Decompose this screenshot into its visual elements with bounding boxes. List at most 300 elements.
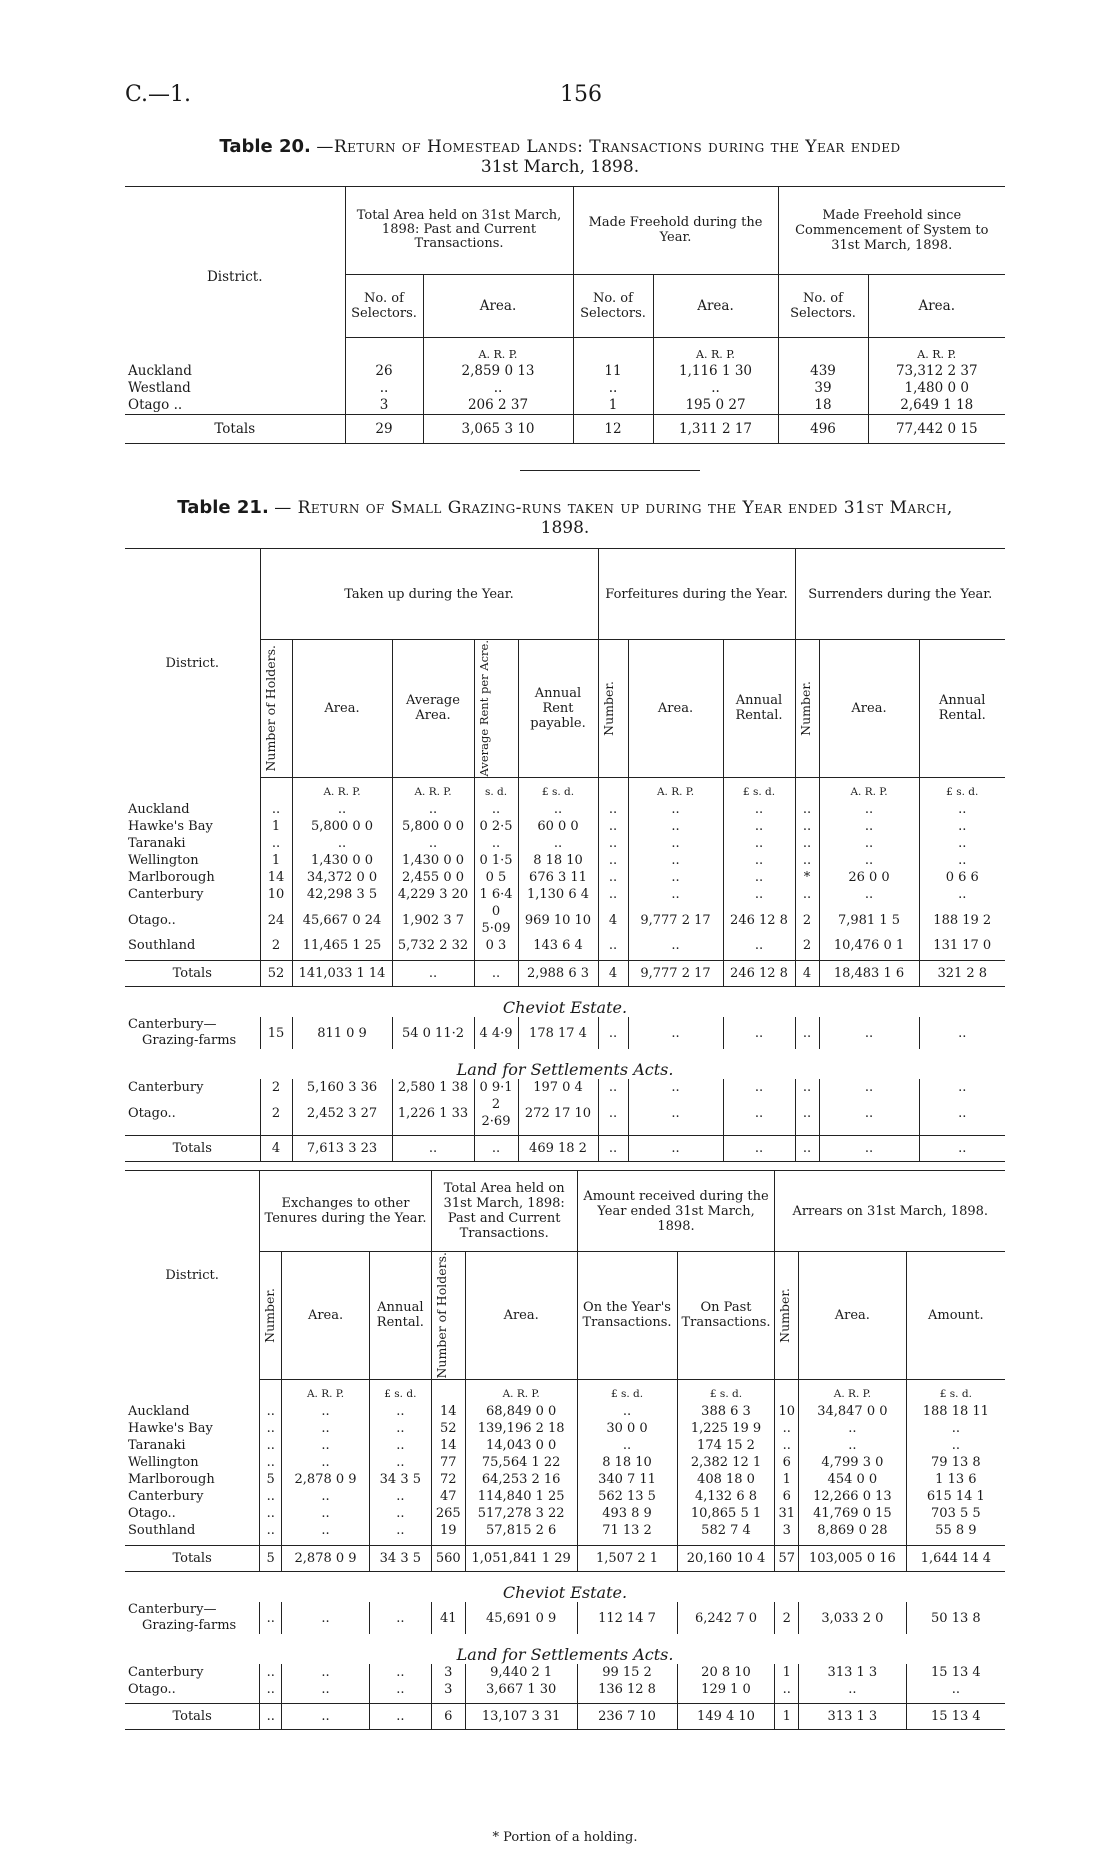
value-cell: 114,840 1 25 bbox=[465, 1488, 577, 1505]
t21b-units: A. R. P. bbox=[799, 1379, 907, 1403]
t20-cell: 2,859 0 13 bbox=[423, 363, 573, 380]
value-cell: .. bbox=[958, 853, 967, 868]
value-cell: 3 bbox=[431, 1681, 465, 1698]
value-cell: 10,476 0 1 bbox=[819, 937, 919, 954]
value-cell: 2,382 12 1 bbox=[677, 1454, 775, 1471]
t20-head-freehold-since: Made Freehold since Commencement of System to 31st March, 1898. bbox=[778, 187, 1005, 275]
value-cell: 2 bbox=[775, 1602, 799, 1634]
value-cell: 5,800 0 0 bbox=[392, 818, 474, 835]
value-cell: 388 6 3 bbox=[677, 1403, 775, 1420]
cheviot-row bbox=[125, 1602, 1005, 1634]
t21b-units: A. R. P. bbox=[465, 1379, 577, 1403]
value-cell: 2 bbox=[795, 937, 819, 954]
value-cell: .. bbox=[628, 852, 723, 869]
value-cell: .. bbox=[819, 835, 919, 852]
value-cell: .. bbox=[958, 887, 967, 902]
district-cell: Otago.. bbox=[125, 1505, 260, 1522]
value-cell: 2,878 0 9 bbox=[282, 1471, 370, 1488]
value-cell: .. bbox=[474, 801, 518, 818]
t21b-head-district: District. bbox=[125, 1171, 260, 1380]
value-cell: .. bbox=[392, 961, 474, 987]
value-cell: 5 bbox=[260, 1471, 282, 1488]
value-cell: 24 bbox=[260, 903, 292, 937]
value-cell: 9,777 2 17 bbox=[628, 961, 723, 987]
value-cell: 112 14 7 bbox=[577, 1602, 677, 1634]
table-row bbox=[125, 1505, 1005, 1522]
value-cell: 5 bbox=[260, 1546, 282, 1572]
value-cell: .. bbox=[518, 835, 598, 852]
value-cell: 77 bbox=[431, 1454, 465, 1471]
value-cell: 143 6 4 bbox=[518, 937, 598, 954]
value-cell: 14 bbox=[260, 869, 292, 886]
value-cell: 4 bbox=[598, 903, 628, 937]
cheviot-district-line2: Grazing-farms bbox=[142, 1618, 237, 1634]
value-cell: 3,033 2 0 bbox=[799, 1602, 907, 1634]
value-cell: .. bbox=[282, 1437, 370, 1454]
value-cell: 0 6 6 bbox=[945, 870, 979, 885]
value-cell: .. bbox=[951, 1438, 960, 1454]
value-cell: 2 2·69 bbox=[474, 1096, 518, 1130]
section-title-row bbox=[125, 1634, 1005, 1664]
value-cell: 2,580 1 38 bbox=[392, 1079, 474, 1096]
value-cell: 20,160 10 4 bbox=[677, 1546, 775, 1572]
value-cell: 236 7 10 bbox=[577, 1704, 677, 1730]
t20-sub-area-1: Area. bbox=[423, 274, 573, 337]
value-cell: 131 17 0 bbox=[933, 938, 992, 953]
value-cell: .. bbox=[282, 1681, 370, 1698]
district-cell: Taranaki bbox=[125, 835, 260, 852]
value-cell: 4 bbox=[598, 961, 628, 987]
table-row bbox=[125, 1471, 1005, 1488]
value-cell: .. bbox=[282, 1522, 370, 1539]
value-cell: 13,107 3 31 bbox=[465, 1704, 577, 1730]
value-cell: 15 bbox=[260, 1017, 292, 1049]
value-cell: .. bbox=[775, 1681, 799, 1698]
section-title-row bbox=[125, 1572, 1005, 1603]
value-cell: .. bbox=[474, 961, 518, 987]
t20-district: Auckland bbox=[125, 363, 345, 380]
value-cell: 10,865 5 1 bbox=[677, 1505, 775, 1522]
value-cell: 50 13 8 bbox=[931, 1610, 981, 1626]
t21b-head-arrears: Arrears on 31st March, 1898. bbox=[775, 1171, 1005, 1252]
value-cell: 615 14 1 bbox=[926, 1489, 985, 1505]
value-cell: 2 bbox=[260, 1096, 292, 1130]
t21b-h-on-past: On Past Transactions. bbox=[677, 1252, 775, 1380]
t21b-units: £ s. d. bbox=[939, 1388, 972, 1401]
value-cell: .. bbox=[799, 1420, 907, 1437]
value-cell: 4 4·9 bbox=[474, 1017, 518, 1049]
t21b-h-number: Number. bbox=[262, 1287, 278, 1343]
value-cell: .. bbox=[598, 1079, 628, 1096]
t20-units-1: A. R. P. bbox=[423, 337, 573, 363]
footnote: * Portion of a holding. bbox=[492, 1830, 638, 1845]
value-cell: 188 19 2 bbox=[933, 912, 992, 928]
district-cell: Southland bbox=[125, 937, 260, 954]
t20-sub-selectors-3: No. of Selectors. bbox=[778, 274, 868, 337]
table-row bbox=[125, 1454, 1005, 1471]
value-cell: .. bbox=[775, 1437, 799, 1454]
t20-cell: 77,442 0 15 bbox=[895, 420, 978, 437]
value-cell: 141,033 1 14 bbox=[292, 961, 392, 987]
value-cell: 2,455 0 0 bbox=[392, 869, 474, 886]
value-cell: * bbox=[795, 869, 819, 886]
value-cell: 19 bbox=[431, 1522, 465, 1539]
value-cell: .. bbox=[369, 1681, 431, 1698]
value-cell: .. bbox=[369, 1488, 431, 1505]
value-cell: 6,242 7 0 bbox=[677, 1602, 775, 1634]
t20-cell: 73,312 2 37 bbox=[895, 363, 978, 379]
t20-cell: 3,065 3 10 bbox=[423, 415, 573, 444]
value-cell: 54 0 11·2 bbox=[392, 1017, 474, 1049]
district-cell: Canterbury bbox=[125, 886, 260, 903]
value-cell: .. bbox=[369, 1522, 431, 1539]
t21b-h-area: Area. bbox=[282, 1252, 370, 1380]
value-cell: .. bbox=[795, 886, 819, 903]
t20-sub-selectors-2: No. of Selectors. bbox=[573, 274, 653, 337]
table-row-totals bbox=[125, 1136, 1005, 1162]
table21-upper bbox=[125, 548, 1005, 1162]
value-cell: 103,005 0 16 bbox=[799, 1546, 907, 1572]
value-cell: 18,483 1 6 bbox=[819, 961, 919, 987]
value-cell: 71 13 2 bbox=[577, 1522, 677, 1539]
value-cell: 4,229 3 20 bbox=[392, 886, 474, 903]
value-cell: .. bbox=[260, 1488, 282, 1505]
t21-units: £ s. d. bbox=[723, 777, 795, 801]
value-cell: .. bbox=[628, 886, 723, 903]
table-row bbox=[125, 1664, 1005, 1681]
table20-title-date: 31st March, 1898. bbox=[480, 157, 640, 177]
t21-h-forf-rental: Annual Rental. bbox=[723, 640, 795, 778]
table-row bbox=[125, 380, 1005, 397]
t21-units: A. R. P. bbox=[819, 777, 919, 801]
value-cell: 26 0 0 bbox=[819, 869, 919, 886]
value-cell: .. bbox=[723, 869, 795, 886]
t20-cell: 2,649 1 18 bbox=[900, 397, 974, 413]
cheviot-district bbox=[125, 1017, 260, 1049]
district-cell: Marlborough bbox=[125, 1471, 260, 1488]
value-cell: .. bbox=[598, 1136, 628, 1162]
t21-head-surrenders: Surrenders during the Year. bbox=[795, 549, 1005, 640]
value-cell: 72 bbox=[431, 1471, 465, 1488]
value-cell: .. bbox=[628, 1079, 723, 1096]
value-cell: .. bbox=[795, 1079, 819, 1096]
cheviot-row bbox=[125, 1017, 1005, 1049]
t20-cell: 1,116 1 30 bbox=[653, 363, 778, 380]
value-cell: 6 bbox=[775, 1488, 799, 1505]
district-cell: Wellington bbox=[125, 1454, 260, 1471]
district-cell: Hawke's Bay bbox=[125, 818, 260, 835]
value-cell: .. bbox=[369, 1403, 431, 1420]
value-cell: .. bbox=[598, 852, 628, 869]
value-cell: .. bbox=[819, 1079, 919, 1096]
value-cell: 75,564 1 22 bbox=[465, 1454, 577, 1471]
value-cell: 2,988 6 3 bbox=[518, 961, 598, 987]
value-cell: .. bbox=[723, 852, 795, 869]
value-cell: .. bbox=[799, 1681, 907, 1698]
table-row bbox=[125, 869, 1005, 886]
value-cell: 197 0 4 bbox=[518, 1079, 598, 1096]
t20-cell: .. bbox=[345, 380, 423, 397]
table-row bbox=[125, 1488, 1005, 1505]
value-cell: 14 bbox=[431, 1403, 465, 1420]
value-cell: 1 bbox=[775, 1664, 799, 1681]
value-cell: 517,278 3 22 bbox=[465, 1505, 577, 1522]
district-cell: Hawke's Bay bbox=[125, 1420, 260, 1437]
section-title: Cheviot Estate. bbox=[502, 1583, 628, 1603]
value-cell: 34 3 5 bbox=[369, 1471, 431, 1488]
value-cell: .. bbox=[392, 835, 474, 852]
value-cell: 15 13 4 bbox=[931, 1709, 981, 1725]
t21-h-avg-rent: Average Rent per Acre. bbox=[476, 640, 491, 777]
value-cell: 14,043 0 0 bbox=[465, 1437, 577, 1454]
value-cell: 4,132 6 8 bbox=[677, 1488, 775, 1505]
table21-title bbox=[125, 497, 1005, 538]
t20-sub-area-2: Area. bbox=[653, 274, 778, 337]
district-cell: Totals bbox=[125, 1704, 260, 1730]
t20-totals-label: Totals bbox=[125, 415, 345, 444]
table-row bbox=[125, 1079, 1005, 1096]
value-cell: 14 bbox=[431, 1437, 465, 1454]
value-cell: 57,815 2 6 bbox=[465, 1522, 577, 1539]
value-cell: 0 5 bbox=[474, 869, 518, 886]
value-cell: .. bbox=[795, 1136, 819, 1162]
value-cell: 6 bbox=[431, 1704, 465, 1730]
value-cell: 1 bbox=[260, 818, 292, 835]
t20-cell: 496 bbox=[778, 415, 868, 444]
value-cell: .. bbox=[819, 1096, 919, 1130]
value-cell: 1,430 0 0 bbox=[392, 852, 474, 869]
t20-cell: 1 bbox=[573, 397, 653, 415]
district-cell: Wellington bbox=[125, 852, 260, 869]
value-cell: .. bbox=[723, 1096, 795, 1130]
value-cell: .. bbox=[628, 1136, 723, 1162]
t20-cell: 26 bbox=[345, 363, 423, 380]
value-cell: .. bbox=[282, 1403, 370, 1420]
district-cell: Canterbury bbox=[125, 1488, 260, 1505]
t20-cell: 1,311 2 17 bbox=[653, 415, 778, 444]
value-cell: 4 bbox=[795, 961, 819, 987]
value-cell: .. bbox=[723, 1017, 795, 1049]
value-cell: 1,226 1 33 bbox=[392, 1096, 474, 1130]
value-cell: 99 15 2 bbox=[577, 1664, 677, 1681]
value-cell: .. bbox=[958, 1141, 967, 1156]
value-cell: .. bbox=[598, 886, 628, 903]
district-cell: Otago.. bbox=[125, 1096, 260, 1130]
t20-cell: 1,480 0 0 bbox=[904, 380, 969, 396]
value-cell: 0 1·5 bbox=[474, 852, 518, 869]
value-cell: 79 13 8 bbox=[931, 1455, 981, 1471]
table-row bbox=[125, 1096, 1005, 1130]
table-row bbox=[125, 1437, 1005, 1454]
t21-units: A. R. P. bbox=[292, 777, 392, 801]
value-cell: 60 0 0 bbox=[518, 818, 598, 835]
t21b-units: A. R. P. bbox=[282, 1379, 370, 1403]
district-cell: Otago.. bbox=[125, 1681, 260, 1698]
value-cell: 45,691 0 9 bbox=[465, 1602, 577, 1634]
t21b-head-amount: Amount received during the Year ended 31st March, 1898. bbox=[577, 1171, 775, 1252]
district-cell: Totals bbox=[125, 1136, 260, 1162]
table-row bbox=[125, 397, 1005, 415]
value-cell: .. bbox=[369, 1505, 431, 1522]
value-cell: 188 18 11 bbox=[922, 1404, 989, 1420]
value-cell: .. bbox=[577, 1437, 677, 1454]
t21-h-forf-area: Area. bbox=[628, 640, 723, 778]
district-cell: Southland bbox=[125, 1522, 260, 1539]
value-cell: .. bbox=[951, 1421, 960, 1437]
t21b-units: £ s. d. bbox=[369, 1379, 431, 1403]
value-cell: .. bbox=[260, 1681, 282, 1698]
value-cell: .. bbox=[282, 1505, 370, 1522]
value-cell: 408 18 0 bbox=[677, 1471, 775, 1488]
table-row-totals bbox=[125, 1546, 1005, 1572]
t21b-h-on-year: On the Year's Transactions. bbox=[577, 1252, 677, 1380]
value-cell: 0 3 bbox=[474, 937, 518, 954]
value-cell: .. bbox=[577, 1403, 677, 1420]
t21b-h-arr-area: Area. bbox=[799, 1252, 907, 1380]
value-cell: 64,253 2 16 bbox=[465, 1471, 577, 1488]
district-cell: Canterbury bbox=[125, 1079, 260, 1096]
value-cell: .. bbox=[628, 818, 723, 835]
t20-units-3: A. R. P. bbox=[917, 348, 957, 361]
value-cell: 15 13 4 bbox=[931, 1665, 981, 1681]
value-cell: 55 8 9 bbox=[935, 1523, 977, 1539]
table-row bbox=[125, 937, 1005, 954]
district-cell: Auckland bbox=[125, 1403, 260, 1420]
t20-district: Westland bbox=[125, 380, 345, 397]
value-cell: 2,452 3 27 bbox=[292, 1096, 392, 1130]
value-cell: 174 15 2 bbox=[677, 1437, 775, 1454]
value-cell: 34,847 0 0 bbox=[799, 1403, 907, 1420]
value-cell: 265 bbox=[431, 1505, 465, 1522]
value-cell: 1,051,841 1 29 bbox=[465, 1546, 577, 1572]
value-cell: 246 12 8 bbox=[723, 961, 795, 987]
value-cell: 272 17 10 bbox=[518, 1096, 598, 1130]
value-cell: .. bbox=[958, 836, 967, 851]
document-code: C.—1. bbox=[125, 82, 192, 107]
table20 bbox=[125, 186, 1005, 444]
value-cell: .. bbox=[958, 1080, 967, 1095]
value-cell: 1,902 3 7 bbox=[392, 903, 474, 937]
value-cell: 9,440 2 1 bbox=[465, 1664, 577, 1681]
section-title-row bbox=[125, 987, 1005, 1018]
table-row bbox=[125, 1420, 1005, 1437]
value-cell: .. bbox=[598, 1096, 628, 1130]
t20-cell: .. bbox=[423, 380, 573, 397]
value-cell: 41 bbox=[431, 1602, 465, 1634]
value-cell: .. bbox=[369, 1437, 431, 1454]
t20-cell: 18 bbox=[778, 397, 868, 415]
value-cell: 1,430 0 0 bbox=[292, 852, 392, 869]
value-cell: 31 bbox=[775, 1505, 799, 1522]
value-cell: .. bbox=[260, 1420, 282, 1437]
value-cell: 5,800 0 0 bbox=[292, 818, 392, 835]
value-cell: 9,777 2 17 bbox=[628, 903, 723, 937]
table20-title-text: —Return of Homestead Lands: Transactions during the Year ended bbox=[316, 137, 901, 157]
value-cell: 4,799 3 0 bbox=[799, 1454, 907, 1471]
value-cell: .. bbox=[474, 835, 518, 852]
value-cell: .. bbox=[260, 1704, 282, 1730]
t21-h-surr-area: Area. bbox=[819, 640, 919, 778]
value-cell: .. bbox=[819, 818, 919, 835]
value-cell: .. bbox=[260, 1522, 282, 1539]
value-cell: .. bbox=[282, 1420, 370, 1437]
value-cell: .. bbox=[260, 1602, 282, 1634]
t21-h-annual-rent: Annual Rent payable. bbox=[518, 640, 598, 778]
value-cell: 1 bbox=[260, 852, 292, 869]
value-cell: .. bbox=[260, 801, 292, 818]
value-cell: 811 0 9 bbox=[292, 1017, 392, 1049]
value-cell: .. bbox=[723, 801, 795, 818]
district-cell: Canterbury bbox=[125, 1664, 260, 1681]
t20-cell: .. bbox=[653, 380, 778, 397]
value-cell: .. bbox=[292, 835, 392, 852]
district-cell: Taranaki bbox=[125, 1437, 260, 1454]
value-cell: 2 bbox=[260, 1079, 292, 1096]
value-cell: .. bbox=[723, 1136, 795, 1162]
value-cell: .. bbox=[260, 1454, 282, 1471]
value-cell: .. bbox=[795, 801, 819, 818]
value-cell: 340 7 11 bbox=[577, 1471, 677, 1488]
t21-h-forf-number: Number. bbox=[600, 680, 616, 736]
t21b-head-total: Total Area held on 31st March, 1898: Past and Current Transactions. bbox=[431, 1171, 577, 1252]
value-cell: .. bbox=[795, 852, 819, 869]
t20-head-district: District. bbox=[125, 187, 345, 338]
value-cell: .. bbox=[723, 937, 795, 954]
t20-cell: 39 bbox=[778, 380, 868, 397]
value-cell: .. bbox=[598, 869, 628, 886]
value-cell: .. bbox=[282, 1704, 370, 1730]
t21-head-taken: Taken up during the Year. bbox=[260, 549, 598, 640]
table-row-totals bbox=[125, 961, 1005, 987]
value-cell: 30 0 0 bbox=[577, 1420, 677, 1437]
value-cell: 149 4 10 bbox=[677, 1704, 775, 1730]
value-cell: .. bbox=[795, 1017, 819, 1049]
t21-units: £ s. d. bbox=[946, 786, 979, 798]
district-cell: Otago.. bbox=[125, 903, 260, 937]
value-cell: 8,869 0 28 bbox=[799, 1522, 907, 1539]
t21-h-holders: Number of Holders. bbox=[262, 644, 278, 772]
value-cell: 469 18 2 bbox=[518, 1136, 598, 1162]
value-cell: 68,849 0 0 bbox=[465, 1403, 577, 1420]
value-cell: .. bbox=[518, 801, 598, 818]
value-cell: 246 12 8 bbox=[723, 903, 795, 937]
table-row-totals bbox=[125, 415, 1005, 444]
value-cell: .. bbox=[628, 869, 723, 886]
value-cell: 34 3 5 bbox=[369, 1546, 431, 1572]
value-cell: 34,372 0 0 bbox=[292, 869, 392, 886]
value-cell: 2 bbox=[260, 937, 292, 954]
value-cell: .. bbox=[369, 1454, 431, 1471]
value-cell: 10 bbox=[260, 886, 292, 903]
district-cell: Totals bbox=[125, 1546, 260, 1572]
t21-units: A. R. P. bbox=[628, 777, 723, 801]
district-cell: Auckland bbox=[125, 801, 260, 818]
value-cell: 139,196 2 18 bbox=[465, 1420, 577, 1437]
value-cell: .. bbox=[958, 819, 967, 834]
value-cell: 41,769 0 15 bbox=[799, 1505, 907, 1522]
t21-h-area: Area. bbox=[292, 640, 392, 778]
value-cell: .. bbox=[292, 801, 392, 818]
table21-lower bbox=[125, 1170, 1005, 1730]
value-cell: 4 bbox=[260, 1136, 292, 1162]
value-cell: 3,667 1 30 bbox=[465, 1681, 577, 1698]
table21-title-text: — Return of Small Grazing-runs taken up during the Year ended 31st March, bbox=[274, 498, 953, 518]
value-cell: .. bbox=[795, 818, 819, 835]
value-cell: 6 bbox=[775, 1454, 799, 1471]
t21-units: £ s. d. bbox=[518, 777, 598, 801]
t21b-h-amount: Amount. bbox=[906, 1252, 1005, 1380]
value-cell: 1,225 19 9 bbox=[677, 1420, 775, 1437]
